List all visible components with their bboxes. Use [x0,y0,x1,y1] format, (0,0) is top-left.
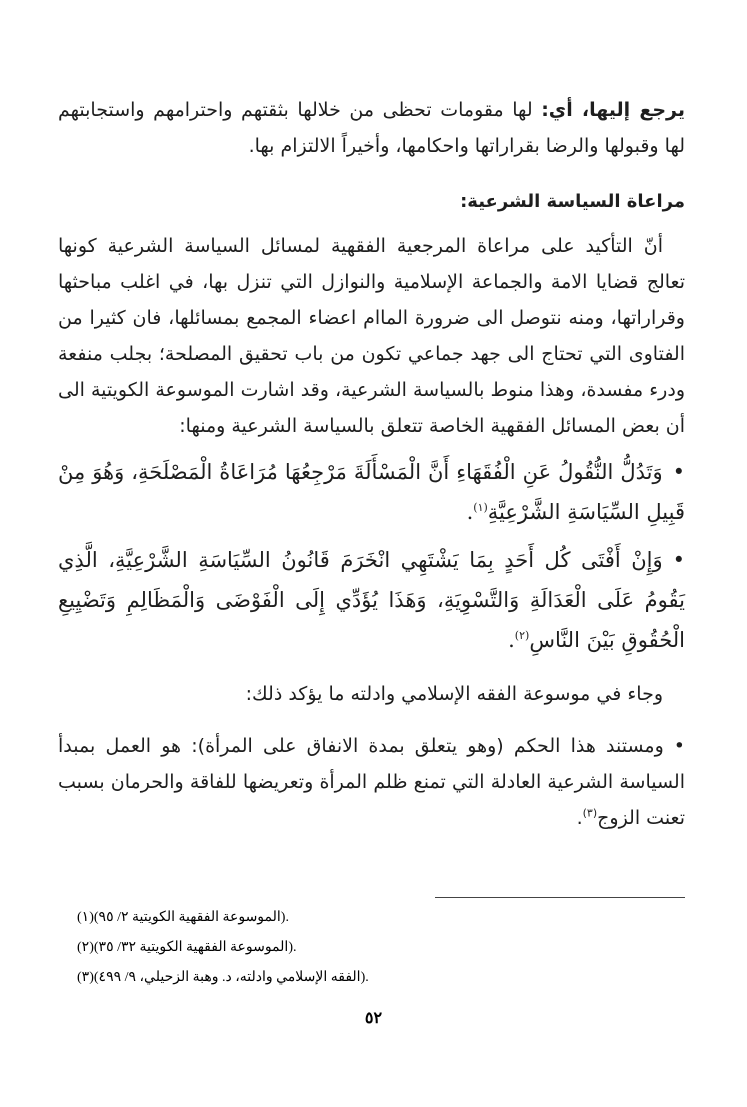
body-paragraph-2: وجاء في موسوعة الفقه الإسلامي وادلته ما يؤكد ذلك: [245,683,663,705]
footnote-ref-2: (٢) [514,629,530,642]
section-heading: مراعاة السياسة الشرعية: [460,191,685,212]
bullet-dot: • [672,548,685,572]
footnote-ref-3: (٣) [582,806,598,820]
footnote-divider [435,897,685,898]
intro-lead: يرجع إليها، أي: [541,99,685,121]
footnote-item [65,933,685,963]
footnote-number: (١) [77,910,94,925]
quote-end-1: . [466,500,474,524]
footnote-item [65,963,685,993]
bullet-dot: • [673,735,685,757]
quote-end-2: . [508,628,515,652]
quote-text-1: وَتَدُلُّ النُّقُولُ عَنِ الْفُقَهَاءِ أَنَّ الْمَسْأَلَةَ مَرْجِعُهَا مُرَاعَاةُ الْمَصْلَحَةِ، وَهُوَ مِنْ قَبِيلِ السِّيَاسَةِ الشَّرْعِيَّةِ [58,460,685,524]
body-paragraph-1: أنّ التأكيد على مراعاة المرجعية الفقهية لمسائل السياسة الشرعية كونها تعالج قضايا الامة والجماعة الإسلامية والنوازل التي تنزل بها، في اغلب مباحثها وقراراتها، ومنه نتوصل الى ضرورة الماام اعضاء المجمع بمسائلها، فان كثيرا من الفتاوى التي تحتاج الى جهد جماعي تكون من باب تحقيق المصلحة؛ بجلب منفعة ودرء مفسدة، وهذا منوط بالسياسة الشرعية، وقد اشارت الموسوعة الكويتية الى أن بعض المسائل الفقهية الخاصة تتعلق بالسياسة الشرعية ومنها: [58,235,685,437]
footnote-text: (الموسوعة الفقهية الكويتية ٢/ ٩٥). [93,910,289,925]
footnote-ref-1: (١) [473,501,488,514]
footnote-item [65,903,685,933]
bullet-text-3: ومستند هذا الحكم (وهو يتعلق بمدة الانفاق على المرأة): هو العمل بمبدأ السياسة الشرعية العادلة التي تمنع ظلم المرأة وتعريضها للفاقة والحرمان بسبب تعنت الزوج [58,735,685,829]
quote-bullet-1 [58,452,685,532]
quote-text-2: وَإِنْ أَفْتَى كُل أَحَدٍ بِمَا يَشْتَهِي انْخَرَمَ قَانُونُ السِّيَاسَةِ الشَّرْعِيَّةِ، الَّذِي يَقُومُ عَلَى الْعَدَالَةِ وَالتَّسْوِيَةِ، وَهَذَا يُؤَدِّي إِلَى الْفَوْضَى وَالْمَظَالِمِ وَتَضْيِيعِ الْحُقُوقِ بَيْنَ النَّاسِ [58,548,685,652]
quote-bullet-2 [58,540,685,660]
footnotes [65,903,685,993]
bullet-end-3: . [576,807,583,829]
page-number: ٥٢ [364,1010,383,1027]
intro-text: لها مقومات تحظى من خلالها بثقتهم واحترامهم واستجابتهم لها وقبولها والرضا بقراراتها واحكامها، وأخيراً الالتزام بها. [58,99,685,157]
footnote-number: (٣) [77,970,94,985]
footnote-number: (٢) [77,940,94,955]
intro-paragraph [58,92,685,164]
footnote-text: (الموسوعة الفقهية الكويتية ٣٢/ ٣٥). [93,940,297,955]
body-bullet-3 [58,728,685,836]
footnote-text: (الفقه الإسلامي وادلته، د. وهبة الزحيلي، ٩/ ٤٩٩). [93,970,369,985]
bullet-dot: • [672,460,685,484]
